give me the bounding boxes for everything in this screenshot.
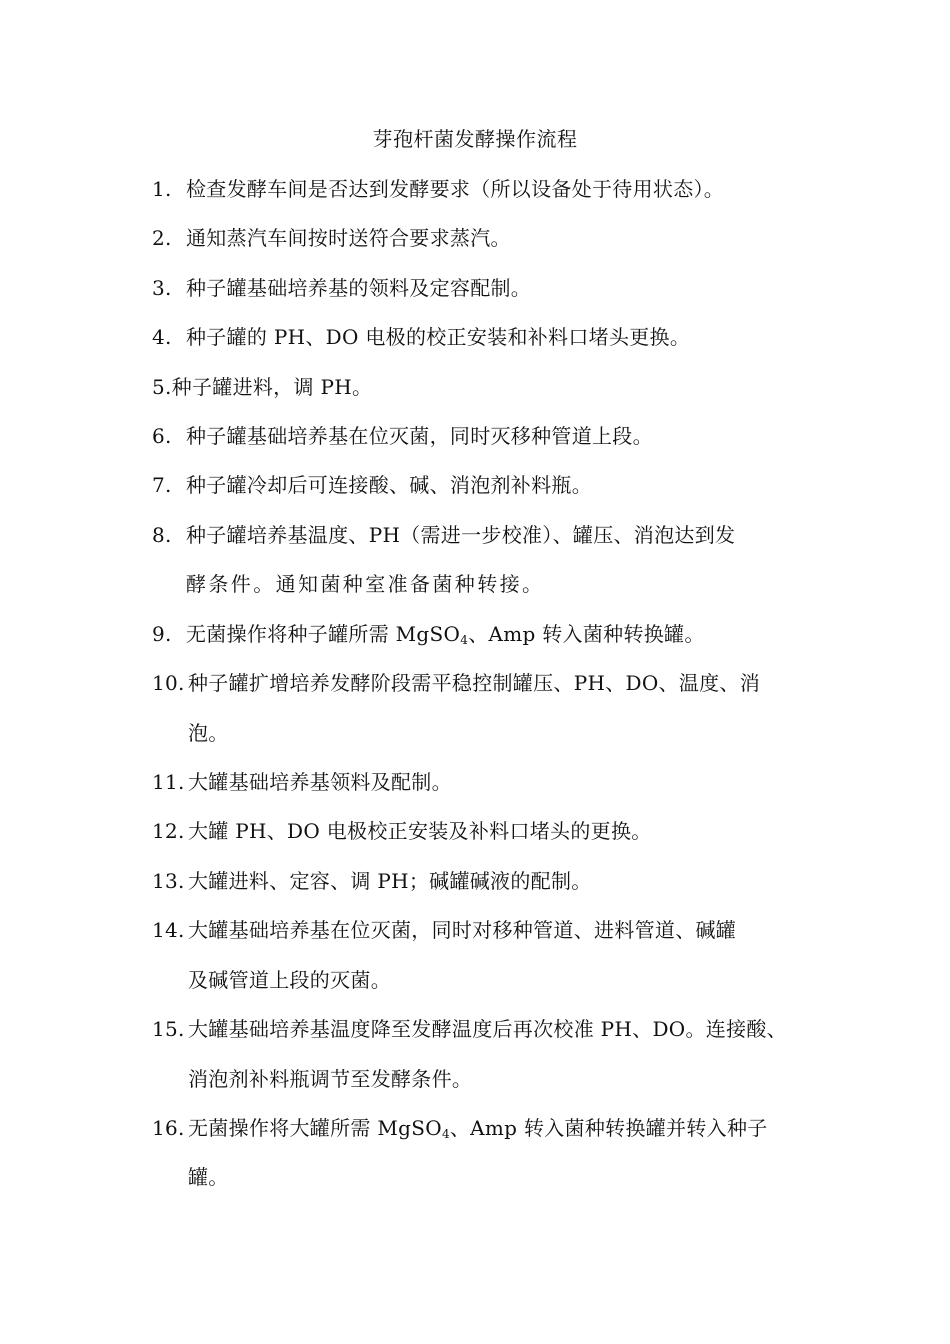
list-item: [152, 470, 592, 500]
item-text: 种子罐的 PH、DO 电极的校正安装和补料口堵头更换。: [186, 325, 691, 349]
item-text: 检查发酵车间是否达到发酵要求（所以设备处于待用状态）。: [186, 177, 725, 201]
list-item: [152, 767, 452, 797]
list-item: [152, 223, 511, 253]
item-number: 1.: [152, 177, 172, 201]
item-text: 大罐基础培养基在位灭菌，同时对移种管道、进料管道、碱罐: [188, 918, 737, 942]
item-number: 10.: [152, 671, 185, 695]
item-continuation: 及碱管道上段的灭菌。: [188, 968, 391, 992]
item-text: 无菌操作将种子罐所需 MgSO$_4$、Amp 转入菌种转换罐。: [186, 622, 705, 647]
item-text: 大罐基础培养基温度降至发酵温度后再次校准 PH、DO。连接酸、: [188, 1017, 787, 1041]
item-number: 6.: [152, 424, 172, 448]
item-number: 11.: [152, 770, 185, 794]
list-item: [152, 668, 760, 698]
item-number: 2.: [152, 226, 172, 250]
item-continuation: 泡。: [188, 721, 229, 745]
list-item: [152, 372, 372, 402]
item-text: 通知蒸汽车间按时送符合要求蒸汽。: [186, 226, 511, 250]
item-number: 14.: [152, 918, 185, 942]
item-number: 7.: [152, 473, 172, 497]
item-number: 8.: [152, 523, 172, 547]
list-item: [152, 322, 690, 352]
item-text: 种子罐扩增培养发酵阶段需平稳控制罐压、PH、DO、温度、消: [188, 671, 761, 695]
item-text: 无菌操作将大罐所需 MgSO$_4$、Amp 转入菌种转换罐并转入种子: [188, 1116, 768, 1141]
list-item: [152, 520, 735, 550]
item-continuation: 酵条件。通知菌种室准备菌种转接。: [186, 572, 545, 596]
list-item: [152, 866, 592, 896]
item-continuation: 消泡剂补料瓶调节至发酵条件。: [188, 1067, 473, 1091]
item-number: 13.: [152, 869, 185, 893]
list-item: [152, 619, 705, 655]
list-item: [152, 915, 736, 945]
list-item: [152, 1113, 768, 1149]
item-text: 种子罐基础培养基的领料及定容配制。: [186, 276, 532, 300]
item-text: 种子罐培养基温度、PH（需进一步校准）、罐压、消泡达到发: [186, 523, 736, 547]
item-number: 5.: [152, 375, 172, 399]
item-number: 16.: [152, 1116, 185, 1140]
document-title: 芽孢杆菌发酵操作流程: [372, 127, 578, 151]
item-text: 大罐进料、定容、调 PH；碱罐碱液的配制。: [188, 869, 592, 893]
list-item: [152, 816, 652, 846]
item-number: 4.: [152, 325, 172, 349]
list-item: [152, 174, 724, 204]
item-continuation: 罐。: [188, 1165, 229, 1189]
list-item: [152, 273, 531, 303]
item-text: 种子罐基础培养基在位灭菌，同时灭移种管道上段。: [186, 424, 653, 448]
item-number: 9.: [152, 622, 172, 646]
item-text: 种子罐冷却后可连接酸、碱、消泡剂补料瓶。: [186, 473, 592, 497]
item-text: 大罐基础培养基领料及配制。: [188, 770, 452, 794]
item-number: 15.: [152, 1017, 185, 1041]
item-number: 3.: [152, 276, 172, 300]
list-item: [152, 1014, 787, 1044]
item-text: 大罐 PH、DO 电极校正安装及补料口堵头的更换。: [188, 819, 652, 843]
item-text: 种子罐进料，调 PH。: [171, 375, 373, 399]
item-number: 12.: [152, 819, 185, 843]
list-item: [152, 421, 653, 451]
